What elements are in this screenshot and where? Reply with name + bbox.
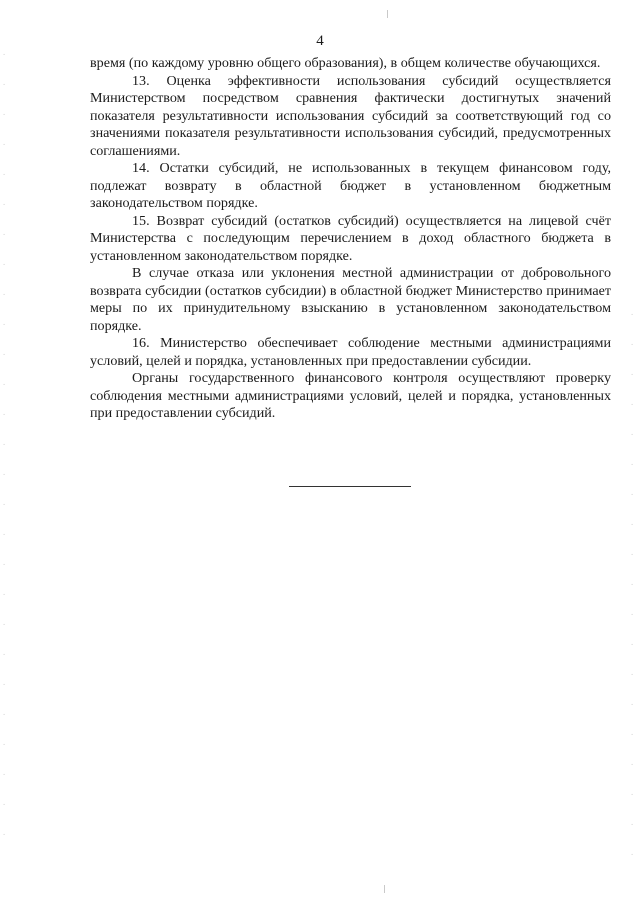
paragraph-item-15: 15. Возврат субсидий (остатков субсидий) осуществляется на лицевой счёт Министерства с последующим перечислением в доход областного бюджета в установленном законодательством порядке.	[90, 212, 611, 264]
page-number: 4	[316, 33, 324, 49]
paragraph-continuation: время (по каждому уровню общего образования), в общем количестве обучающихся.	[90, 55, 601, 71]
body-text	[90, 55, 611, 423]
paragraph-refusal-case: В случае отказа или уклонения местной администрации от добровольного возврата субсидии (остатков субсидии) в областной бюджет Министерство принимает меры по их принудительному взысканию в установленном законодательством порядке.	[90, 265, 611, 334]
paragraph-financial-control: Органы государственного финансового контроля осуществляют проверку соблюдения местными администрациями условий, целей и порядка, установленных при предоставлении субсидий.	[90, 370, 611, 421]
end-separator-line	[289, 486, 411, 487]
paragraph-item-16: 16. Министерство обеспечивает соблюдение местными администрациями условий, целей и порядка, установленных при предоставлении субсидии.	[90, 335, 611, 369]
paragraph-item-14: 14. Остатки субсидий, не использованных в текущем финансовом году, подлежат возврату в областной бюджет в установленном бюджетным законодательством порядке.	[90, 160, 611, 211]
scan-artifact-left-margin: · · · · · · · · · · · · · · · · · · · · · · · · · · ·	[2, 51, 7, 839]
scan-artifact-top	[387, 10, 388, 18]
scan-artifact-right-margin: · · · · · · · · · · · · · · · · · · ·	[630, 311, 635, 859]
scan-artifact-bottom	[384, 885, 385, 893]
paragraph-item-13: 13. Оценка эффективности использования субсидий осуществляется Министерством посредством сравнения фактически достигнутых значений показателя результативности использования субсидий за соответствующий год со значениями показателя результативности использования субсидий, предусмотренных соглашениями.	[90, 72, 611, 159]
